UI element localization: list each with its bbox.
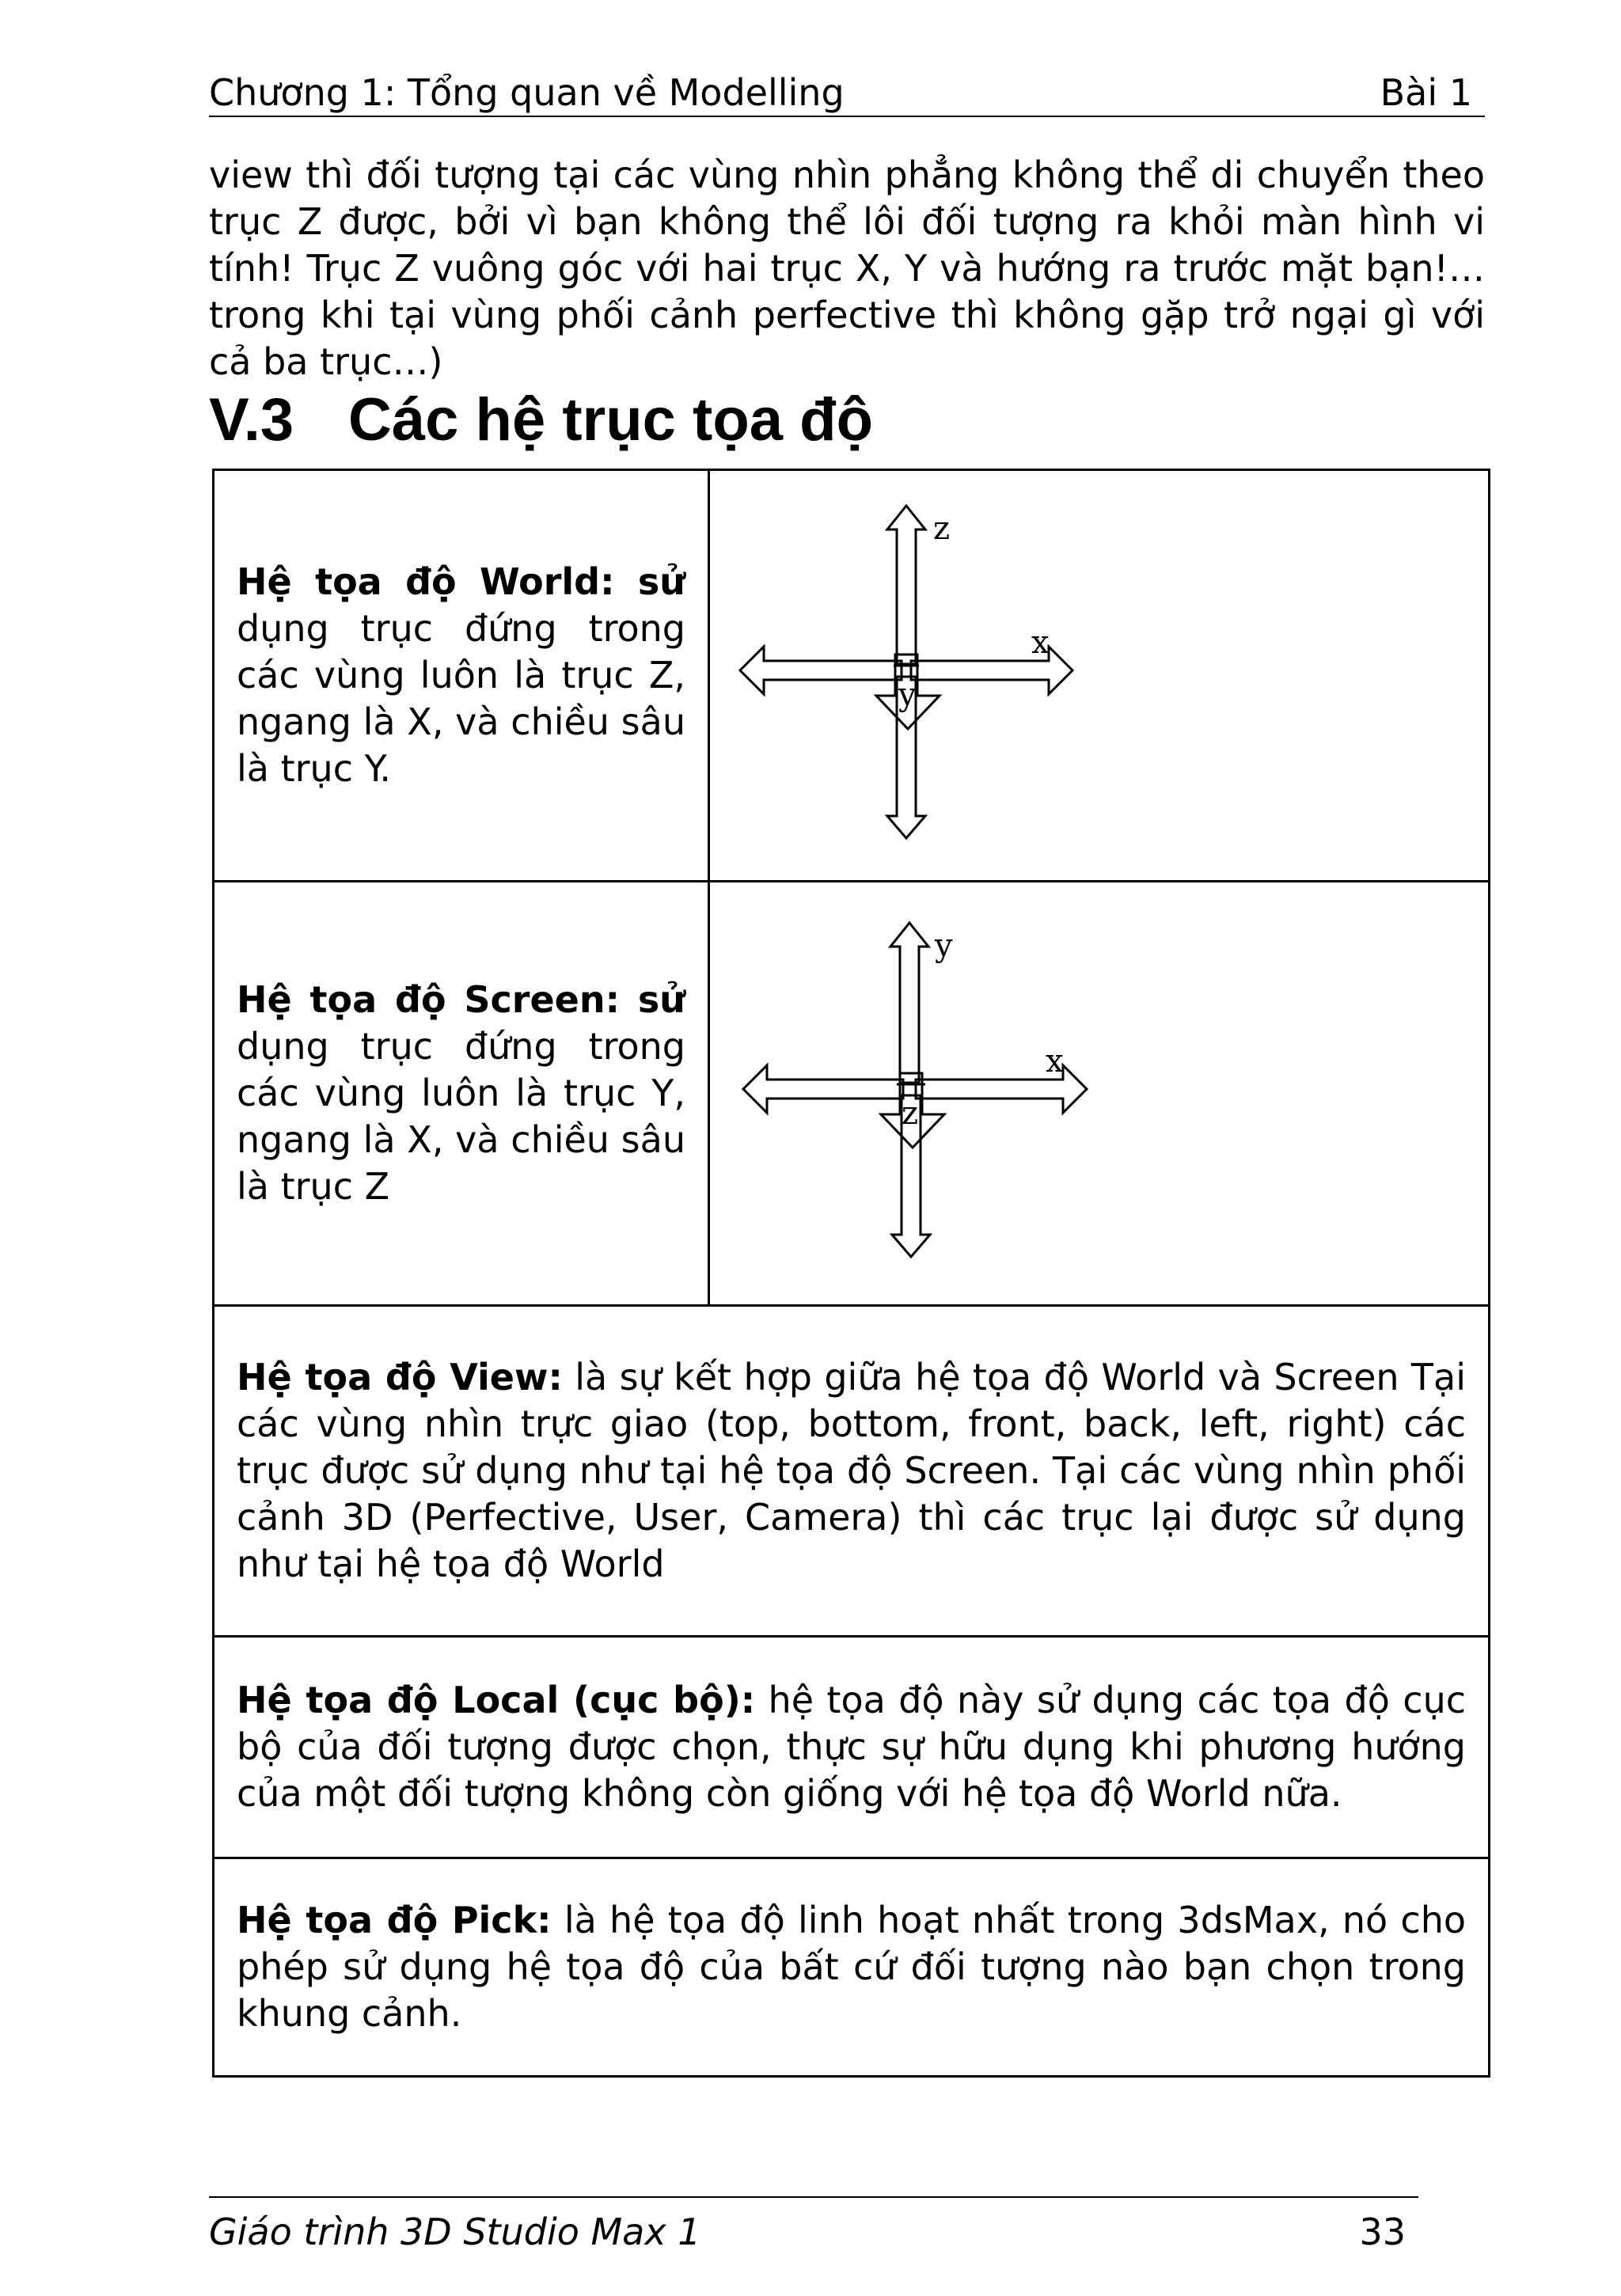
row-label: Hệ tọa độ Screen: sử (237, 978, 685, 1021)
table-row-view (214, 1306, 1490, 1637)
table-row-local (214, 1637, 1490, 1858)
section-heading (209, 385, 873, 456)
table-row-screen (214, 882, 1490, 1306)
intro-text: view thì đối tượng tại các vùng nhìn phẳng không thể di chuyển theo trục Z được, bởi vì bạn không thể lôi đối tượng ra khỏi màn hình vi tính! Trục Z vuông góc với hai trục X, Y và hướng ra trước mặt bạn!… trong khi tại vùng phối cảnh perfective thì không gặp trở ngại gì với cả ba trục…) (209, 154, 1485, 383)
row-text: hệ tọa độ này sử dụng các tọa độ cục bộ của đối tượng được chọn, thực sự hữu dụng khi phương hướng của một đối tượng không còn giống với hệ tọa độ World nữa. (237, 1679, 1467, 1815)
world-description (214, 470, 709, 882)
view-description (214, 1306, 1490, 1637)
table-row-world (214, 470, 1490, 882)
left-arrow (743, 1065, 903, 1113)
axis-label-right: x (1046, 1042, 1064, 1080)
page-footer (209, 2196, 1418, 2253)
axis-label-depth: z (902, 1095, 919, 1132)
screen-axes-icon (732, 910, 1096, 1266)
chapter-title: Chương 1: Tổng quan về Modelling (209, 71, 845, 114)
world-axes-icon (732, 496, 1080, 844)
coordinate-systems-table (212, 469, 1490, 2078)
row-text: dụng trục đứng trong các vùng luôn là trục Y, ngang là X, và chiều sâu là trục Z (237, 1025, 685, 1208)
page-number: 33 (1359, 2211, 1406, 2253)
row-label: Hệ tọa độ Local (cục bộ): (237, 1679, 756, 1721)
table-row-pick (214, 1858, 1490, 2077)
world-axes-diagram (709, 470, 1490, 882)
screen-axes-diagram (709, 882, 1490, 1306)
lesson-label: Bài 1 (1380, 71, 1472, 114)
left-arrow (740, 647, 902, 694)
axis-label-right: x (1031, 624, 1050, 661)
axis-label-depth: y (898, 676, 917, 713)
screen-description (214, 882, 709, 1306)
row-label: Hệ tọa độ Pick: (237, 1899, 552, 1941)
row-text: là sự kết hợp giữa hệ tọa độ World và Screen Tại các vùng nhìn trực giao (top, bottom, front, back, left, right) các trục được sử dụng như tại hệ tọa độ Screen. Tại các vùng nhìn phối cảnh 3D (Perfective, User, Camera) thì các trục lại được sử dụng như tại hệ tọa độ World (237, 1356, 1467, 1585)
book-title: Giáo trình 3D Studio Max 1 (209, 2211, 701, 2253)
row-text: là hệ tọa độ linh hoạt nhất trong 3dsMax, nó cho phép sử dụng hệ tọa độ của bất cứ đối tượng nào bạn chọn trong khung cảnh. (237, 1899, 1466, 2035)
pick-description (214, 1858, 1490, 2077)
section-title-text: Các hệ trục tọa độ (348, 386, 873, 454)
axis-label-up: z (933, 510, 951, 547)
local-description (214, 1637, 1490, 1858)
axis-label-up: y (935, 927, 953, 964)
up-arrow (890, 923, 928, 1083)
intro-paragraph (209, 152, 1485, 385)
up-arrow (887, 506, 925, 664)
page-header (209, 70, 1485, 117)
row-label: Hệ tọa độ World: sử (237, 560, 685, 603)
section-number: V.3 (209, 386, 294, 454)
row-label: Hệ tọa độ View: (237, 1356, 563, 1398)
row-text: dụng trục đứng trong các vùng luôn là trục Z, ngang là X, và chiều sâu là trục Y. (237, 607, 685, 790)
